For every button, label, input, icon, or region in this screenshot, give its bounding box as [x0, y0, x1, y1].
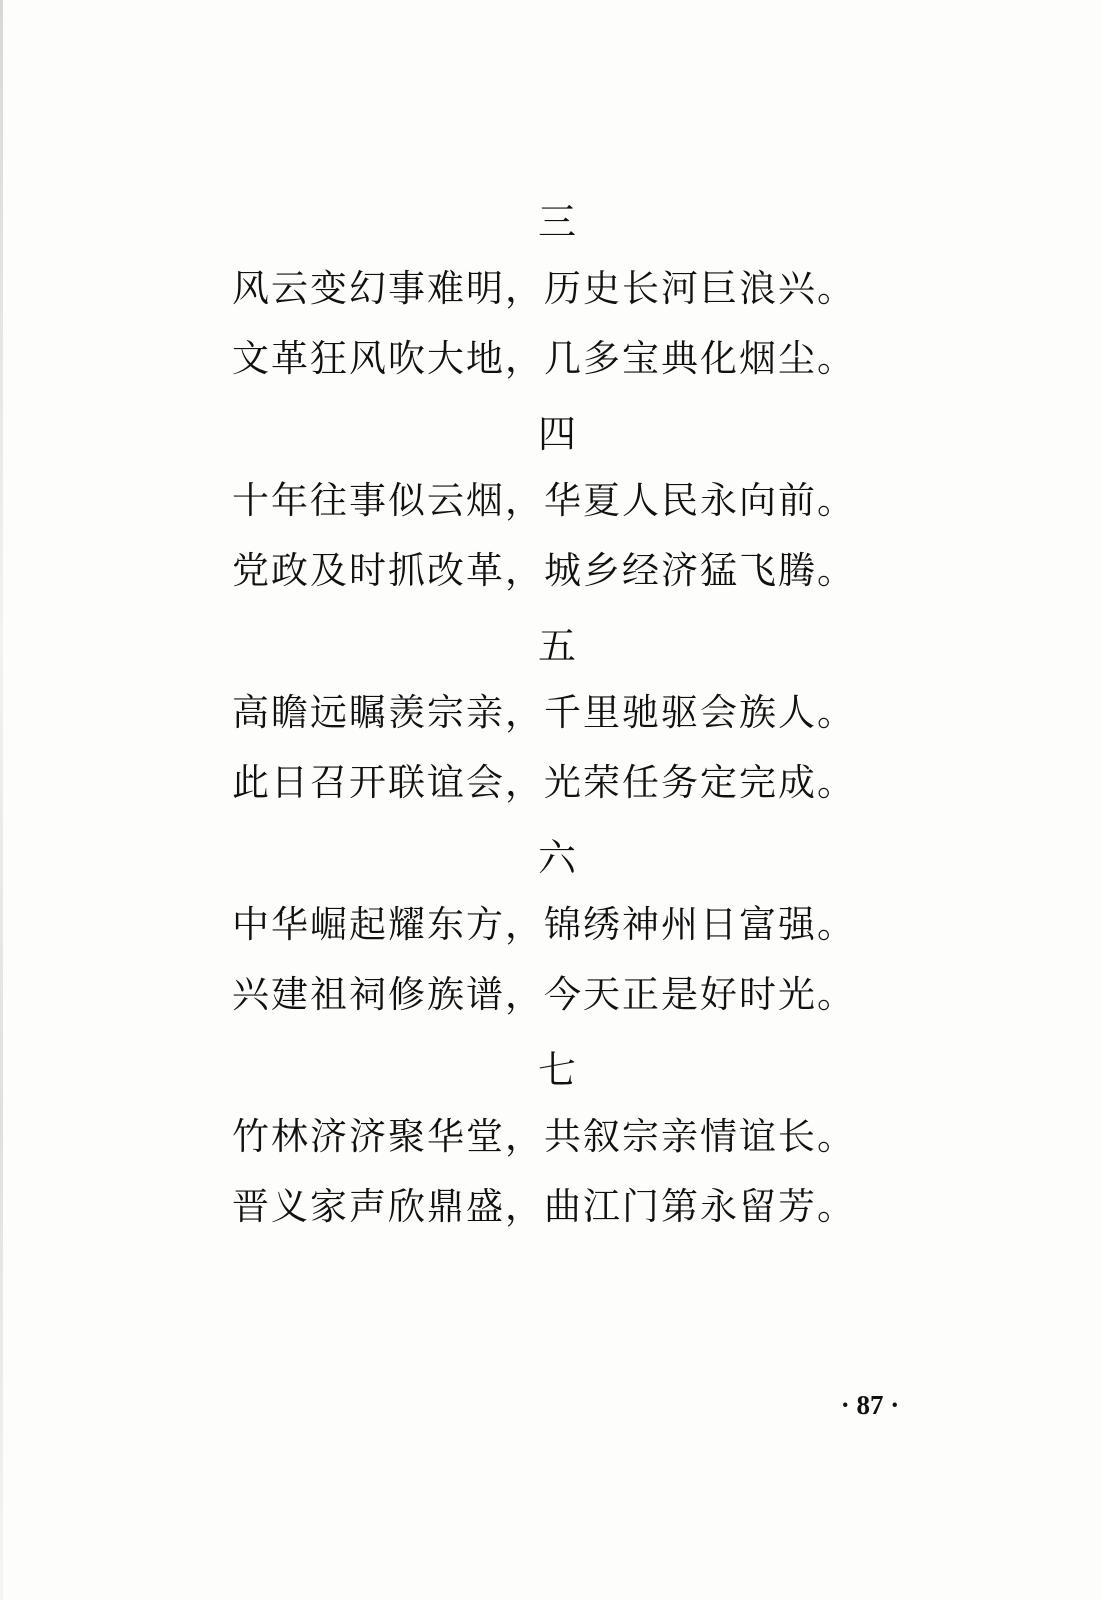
stanza-4: [232, 402, 872, 606]
stanza-number: 七: [537, 1048, 576, 1092]
stanza-6: [232, 826, 872, 1030]
stanza-number: 五: [537, 624, 576, 668]
verse-line: 党政及时抓改革，城乡经济猛飞腾。: [232, 549, 856, 592]
page-number: · 87 ·: [840, 1390, 900, 1420]
stanza-number: 三: [537, 200, 576, 244]
verse-line: 兴建祖祠修族谱，今天正是好时光。: [232, 973, 856, 1016]
verse-line: 文革狂风吹大地，几多宝典化烟尘。: [232, 337, 856, 380]
verse-line: 晋义家声欣鼎盛，曲江门第永留芳。: [232, 1185, 856, 1228]
stanza-7: [232, 1038, 872, 1242]
verse-line: 竹林济济聚华堂，共叙宗亲情谊长。: [232, 1115, 856, 1158]
stanza-3: [232, 190, 872, 394]
stanza-number: 四: [537, 412, 576, 456]
poem-body: [232, 190, 872, 1242]
verse-line: 中华崛起耀东方，锦绣神州日富强。: [232, 903, 856, 946]
verse-line: 高瞻远瞩羡宗亲，千里驰驱会族人。: [232, 691, 856, 734]
verse-line: 风云变幻事难明，历史长河巨浪兴。: [232, 267, 856, 310]
stanza-5: [232, 614, 872, 818]
verse-line: 十年往事似云烟，华夏人民永向前。: [232, 479, 856, 522]
stanza-number: 六: [537, 836, 576, 880]
scan-edge: [0, 0, 3, 1600]
verse-line: 此日召开联谊会，光荣任务定完成。: [232, 761, 856, 804]
